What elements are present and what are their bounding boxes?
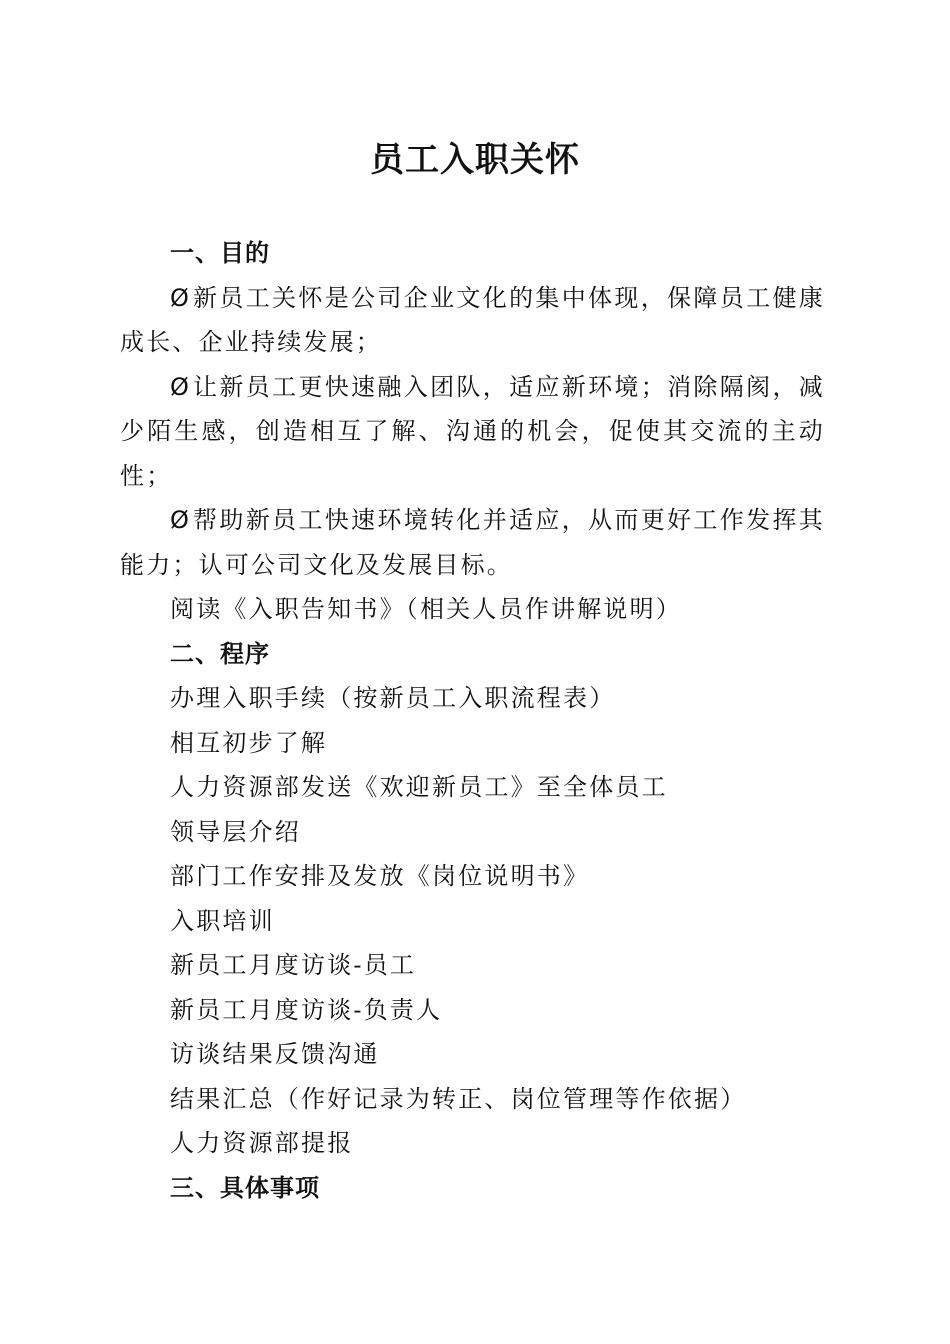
page-title: 员工入职关怀 <box>370 140 580 180</box>
purpose-item-text: 帮助新员工快速环境转化并适应，从而更好工作发挥其能力；认可公司文化及发展目标。 <box>120 506 825 579</box>
procedure-step: 领导层介绍 <box>170 817 301 846</box>
procedure-step: 新员工月度访谈-员工 <box>170 951 417 979</box>
procedure-step: 结果汇总（作好记录为转正、岗位管理等作依据） <box>170 1084 747 1113</box>
procedure-step: 访谈结果反馈沟通 <box>170 1040 380 1068</box>
procedure-step: 新员工月度访谈-负责人 <box>170 995 443 1024</box>
procedure-step: 部门工作安排及发放《岗位说明书》 <box>170 862 590 890</box>
purpose-item-text: 让新员工更快速融入团队，适应新环境；消除隔阂，减少陌生感，创造相互了解、沟通的机会，促使其交流的主动性； <box>120 372 825 490</box>
purpose-item-2 <box>120 365 825 499</box>
procedure-step: 入职培训 <box>170 906 275 935</box>
procedure-step: 人力资源部提报 <box>170 1129 354 1157</box>
procedure-step: 办理入职手续（按新员工入职流程表） <box>170 684 616 712</box>
bullet-icon: Ø <box>170 283 189 312</box>
purpose-item-1 <box>120 276 825 365</box>
purpose-note: 阅读《入职告知书》（相关人员作讲解说明） <box>170 595 682 623</box>
procedure-step: 人力资源部发送《欢迎新员工》至全体员工 <box>170 773 668 801</box>
bullet-icon: Ø <box>170 506 189 534</box>
document-body <box>120 231 825 1210</box>
bullet-icon: Ø <box>170 372 189 401</box>
purpose-item-text: 新员工关怀是公司企业文化的集中体现，保障员工健康成长、企业持续发展； <box>120 283 825 356</box>
section-heading-procedure: 二、程序 <box>170 639 270 668</box>
procedure-step: 相互初步了解 <box>170 728 328 757</box>
section-heading-details: 三、具体事项 <box>170 1173 320 1202</box>
purpose-item-3 <box>120 498 825 587</box>
section-heading-purpose: 一、目的 <box>170 239 270 267</box>
